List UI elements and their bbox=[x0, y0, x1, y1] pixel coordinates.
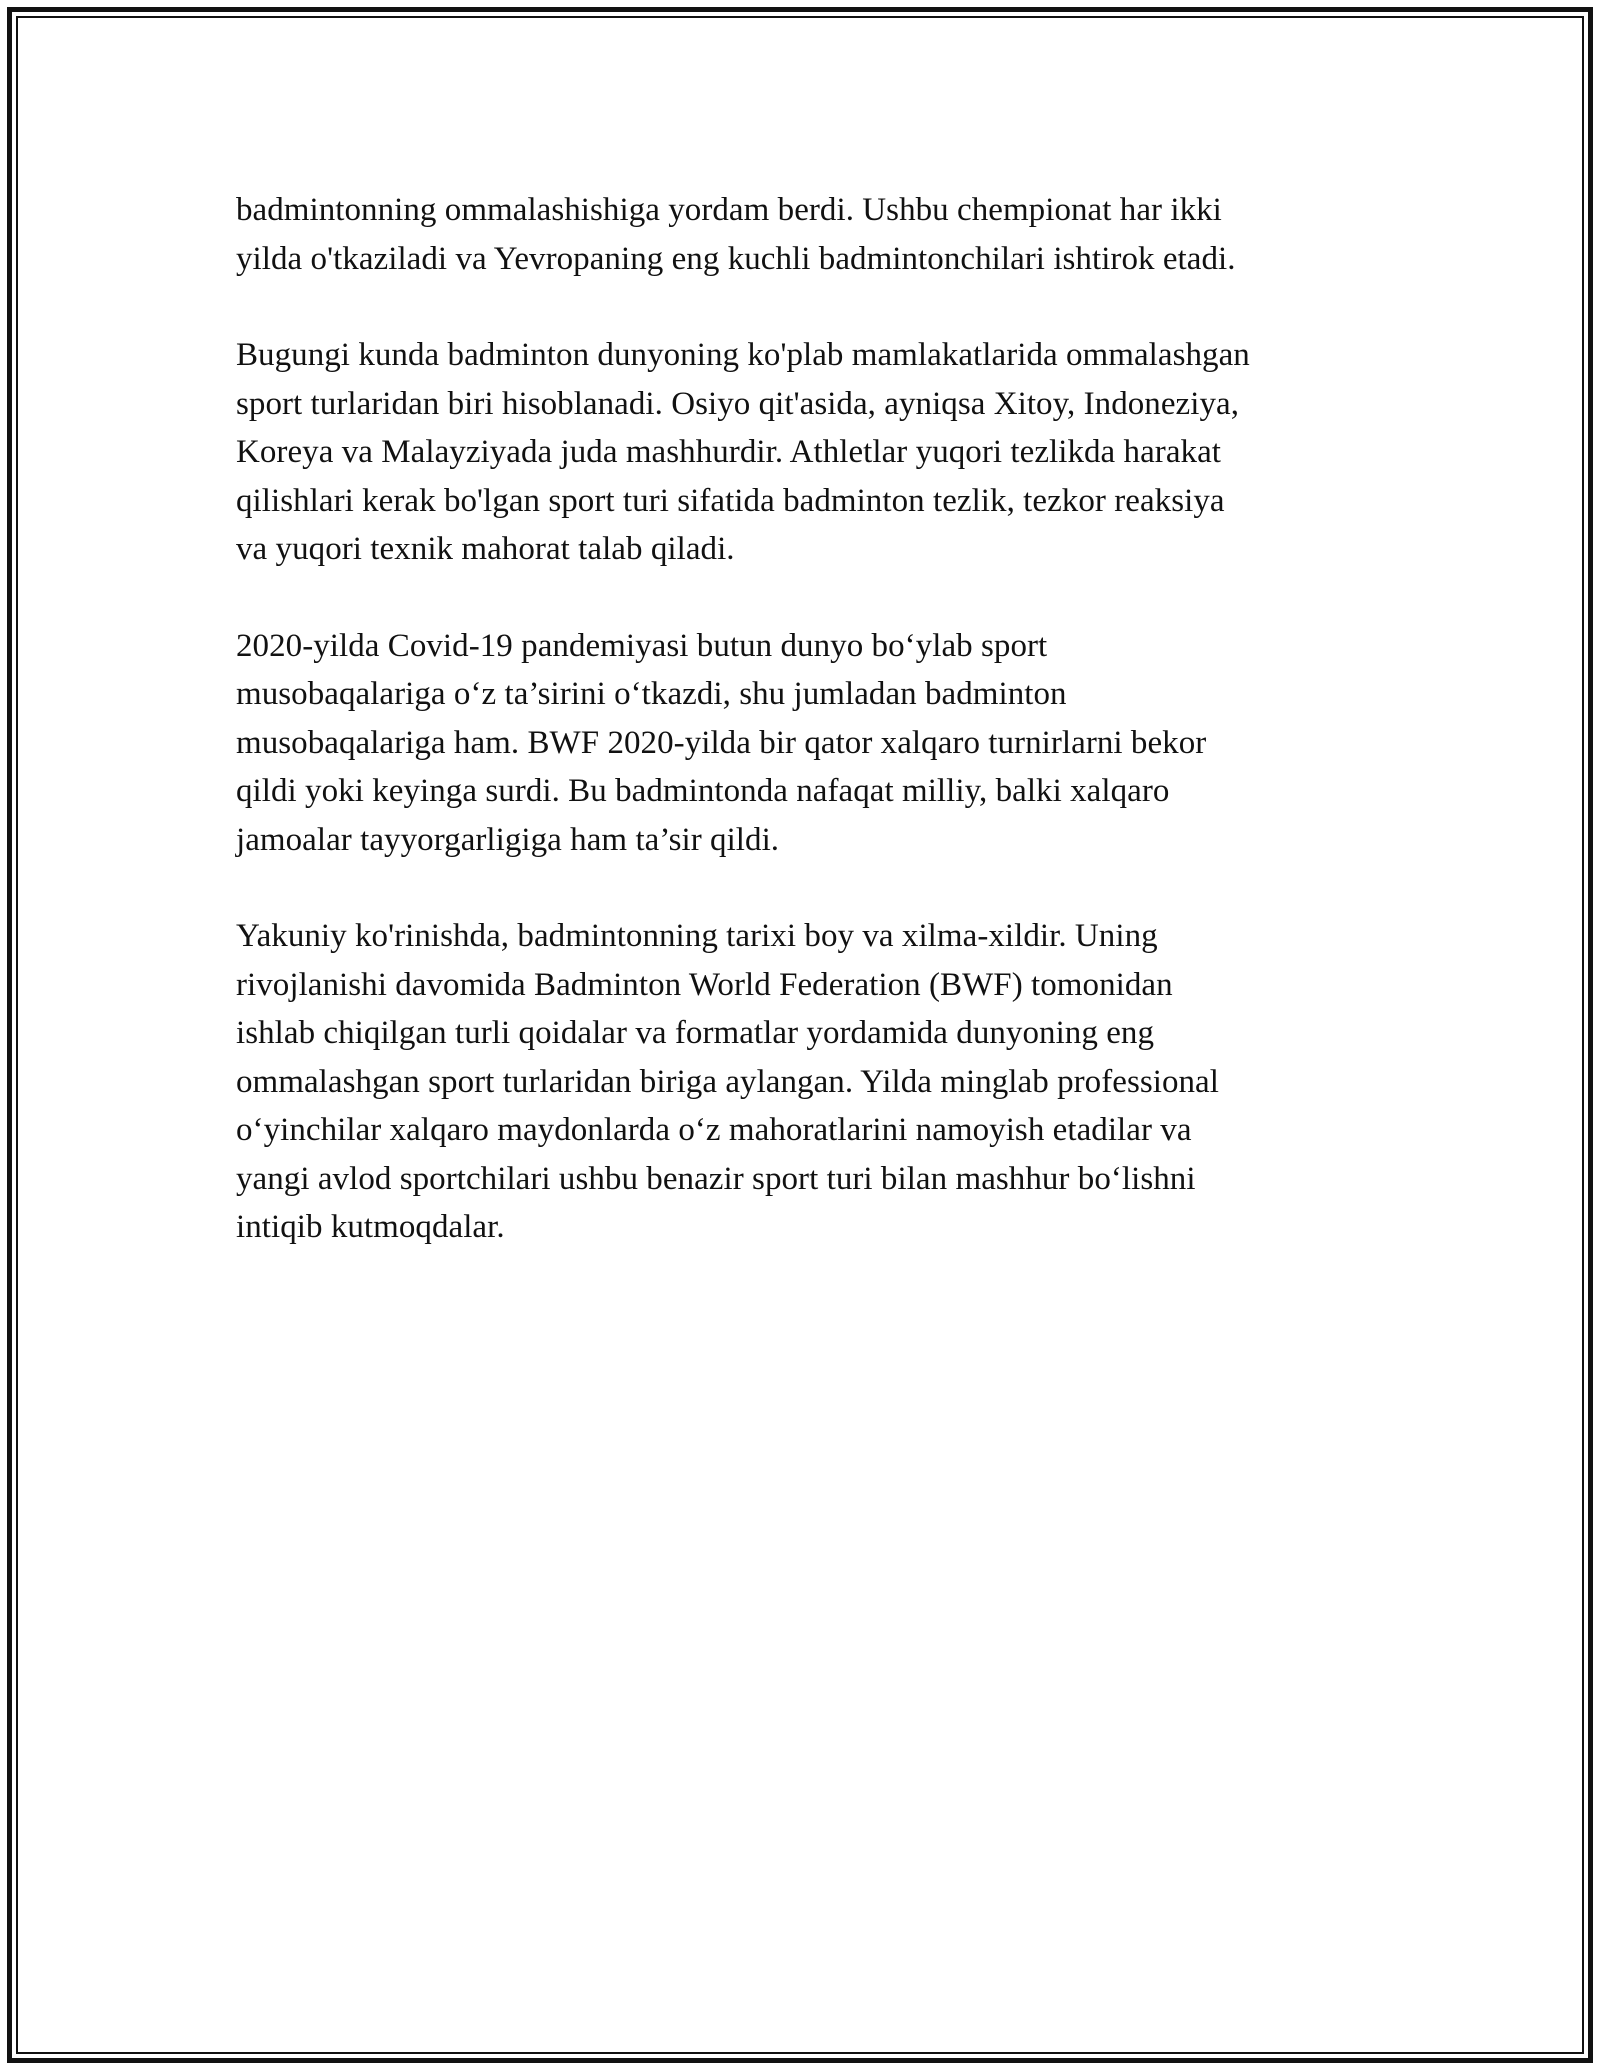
text-line: o‘yinchilar xalqaro maydonlarda o‘z mahoratlarini namoyish etadilar va bbox=[236, 1112, 1192, 1148]
text-line: musobaqalariga o‘z ta’sirini o‘tkazdi, shu jumladan badminton bbox=[236, 676, 1067, 712]
text-line: badmintonning ommalashishiga yordam berdi. Ushbu chempionat har ikki bbox=[236, 192, 1222, 228]
paragraph-1 bbox=[236, 186, 1386, 283]
paragraph-3 bbox=[236, 622, 1386, 865]
text-line: jamoalar tayyorgarligiga ham ta’sir qildi. bbox=[236, 821, 780, 858]
text-line: yangi avlod sportchilari ushbu benazir sport turi bilan mashhur bo‘lishni bbox=[236, 1160, 1196, 1197]
text-line: ommalashgan sport turlaridan biriga aylangan. Yilda minglab professional bbox=[236, 1063, 1219, 1100]
text-line: Yakuniy ko'rinishda, badmintonning tarixi boy va xilma-xildir. Uning bbox=[236, 918, 1158, 954]
text-line: qildi yoki keyinga surdi. Bu badmintonda nafaqat milliy, balki xalqaro bbox=[236, 773, 1170, 809]
text-line: rivojlanishi davomida Badminton World Federation (BWF) tomonidan bbox=[236, 966, 1173, 1003]
text-line: Bugungi kunda badminton dunyoning ko'plab mamlakatlarida ommalashgan bbox=[236, 337, 1250, 373]
text-line: 2020-yilda Covid-19 pandemiyasi butun dunyo bo‘ylab sport bbox=[236, 627, 1048, 664]
paragraph-4 bbox=[236, 912, 1386, 1252]
paragraph-2 bbox=[236, 331, 1386, 574]
text-line: Koreya va Malayziyada juda mashhurdir. Athletlar yuqori tezlikda harakat bbox=[236, 434, 1221, 470]
text-line: yilda o'tkaziladi va Yevropaning eng kuchli badmintonchilari ishtirok etadi. bbox=[236, 240, 1236, 277]
text-line: ishlab chiqilgan turli qoidalar va formatlar yordamida dunyoning eng bbox=[236, 1015, 1154, 1051]
document-body bbox=[236, 186, 1386, 1300]
text-line: musobaqalariga ham. BWF 2020-yilda bir qator xalqaro turnirlarni bekor bbox=[236, 724, 1207, 761]
text-line: qilishlari kerak bo'lgan sport turi sifatida badminton tezlik, tezkor reaksiya bbox=[236, 482, 1225, 519]
text-line: va yuqori texnik mahorat talab qiladi. bbox=[236, 531, 735, 567]
text-line: intiqib kutmoqdalar. bbox=[236, 1209, 505, 1245]
text-line: sport turlaridan biri hisoblanadi. Osiyo qit'asida, ayniqsa Xitoy, Indoneziya, bbox=[236, 385, 1240, 422]
